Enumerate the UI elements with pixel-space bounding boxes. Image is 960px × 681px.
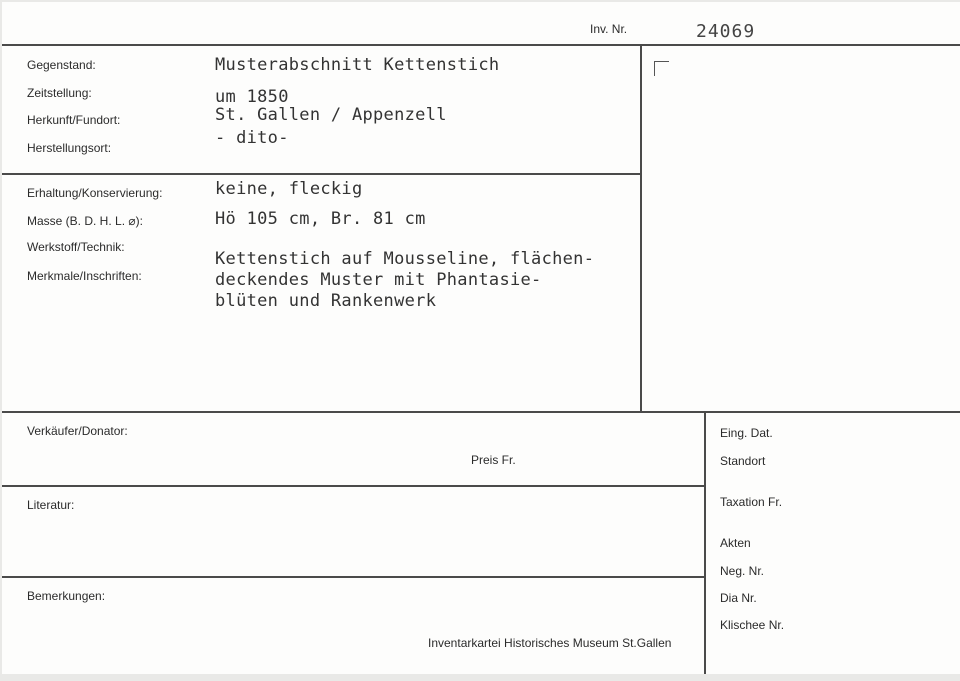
technik-line-2: deckendes Muster mit Phantasie- [215, 270, 542, 290]
inv-nr-label: Inv. Nr. [590, 22, 628, 36]
right-column-divider [704, 411, 706, 674]
standort-label: Standort [720, 454, 766, 468]
gegenstand-label: Gegenstand: [27, 58, 96, 72]
section-divider-3 [2, 485, 705, 487]
bemerkungen-label: Bemerkungen: [27, 589, 106, 603]
technik-description [215, 249, 594, 312]
klischee-nr-label: Klischee Nr. [720, 618, 785, 632]
herstellungsort-label: Herstellungsort: [27, 141, 112, 155]
gegenstand-value: Musterabschnitt Kettenstich [215, 55, 500, 75]
herkunft-label: Herkunft/Fundort: [27, 113, 121, 127]
herstellungsort-value: - dito- [215, 128, 289, 148]
inv-nr-value: 24069 [696, 21, 756, 42]
taxation-label: Taxation Fr. [720, 495, 783, 509]
herkunft-value: St. Gallen / Appenzell [215, 105, 447, 125]
header-divider [2, 44, 960, 46]
literatur-label: Literatur: [27, 498, 75, 512]
technik-line-1: Kettenstich auf Mousseline, flächen- [215, 249, 595, 269]
section-divider-2 [2, 411, 960, 413]
masse-value: Hö 105 cm, Br. 81 cm [215, 209, 426, 229]
inventory-card [2, 2, 960, 674]
technik-line-3: blüten und Rankenwerk [215, 291, 437, 311]
werkstoff-label: Werkstoff/Technik: [27, 240, 125, 254]
verkaeufer-label: Verkäufer/Donator: [27, 424, 128, 438]
preis-label: Preis Fr. [471, 453, 516, 467]
section-divider-4 [2, 576, 705, 578]
neg-nr-label: Neg. Nr. [720, 564, 765, 578]
zeitstellung-value: um 1850 [215, 87, 289, 107]
merkmale-label: Merkmale/Inschriften: [27, 269, 142, 283]
erhaltung-value: keine, fleckig [215, 179, 363, 199]
photo-box-divider [640, 44, 642, 412]
section-divider-1 [2, 173, 641, 175]
erhaltung-label: Erhaltung/Konservierung: [27, 186, 163, 200]
photo-corner-mark [654, 61, 669, 76]
zeitstellung-label: Zeitstellung: [27, 86, 92, 100]
footer-museum-name: Inventarkartei Historisches Museum St.Gallen [428, 636, 672, 650]
dia-nr-label: Dia Nr. [720, 591, 757, 605]
akten-label: Akten [720, 536, 751, 550]
masse-label: Masse (B. D. H. L. ⌀): [27, 214, 143, 228]
eing-dat-label: Eing. Dat. [720, 426, 773, 440]
